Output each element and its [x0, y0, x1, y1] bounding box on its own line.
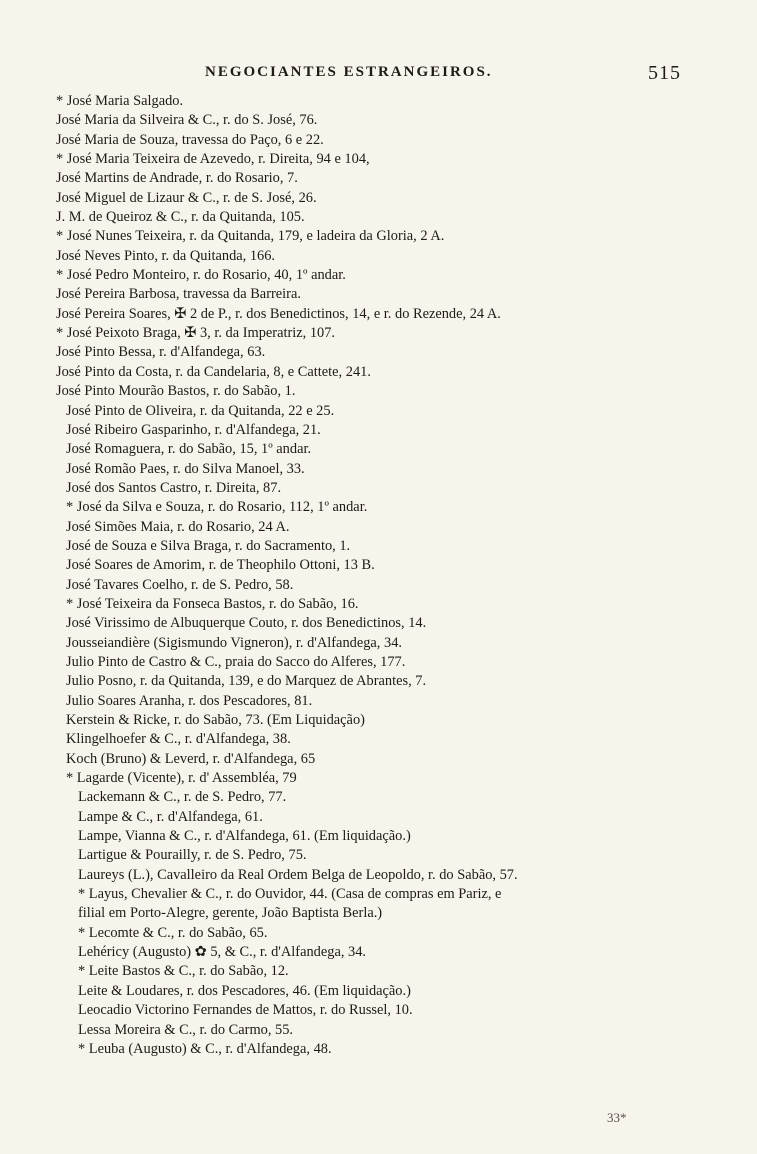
- list-item: José Maria de Souza, travessa do Paço, 6 e 22.: [56, 131, 324, 148]
- list-item: José Ribeiro Gasparinho, r. d'Alfandega, 21.: [66, 421, 321, 438]
- list-item: Laureys (L.), Cavalleiro da Real Ordem Belga de Leopoldo, r. do Sabão, 57.: [78, 866, 518, 883]
- list-item: Klingelhoefer & C., r. d'Alfandega, 38.: [66, 731, 291, 748]
- list-item: José Pinto Bessa, r. d'Alfandega, 63.: [56, 344, 266, 361]
- list-item: Julio Soares Aranha, r. dos Pescadores, 81.: [66, 692, 313, 709]
- list-item: * José Maria Teixeira de Azevedo, r. Direita, 94 e 104,: [56, 151, 370, 168]
- list-item: Julio Pinto de Castro & C., praia do Sacco do Alferes, 177.: [66, 653, 406, 670]
- list-item: * José Teixeira da Fonseca Bastos, r. do Sabão, 16.: [66, 595, 359, 612]
- signature-mark: 33*: [607, 1110, 627, 1125]
- list-item: * José da Silva e Souza, r. do Rosario, 112, 1º andar.: [66, 499, 368, 516]
- list-item: José Pinto de Oliveira, r. da Quitanda, 22 e 25.: [66, 402, 335, 419]
- list-item: Jousseiandière (Sigismundo Vigneron), r. d'Alfandega, 34.: [66, 634, 402, 651]
- list-item: José de Souza e Silva Braga, r. do Sacramento, 1.: [66, 537, 351, 554]
- list-item: * Leite Bastos & C., r. do Sabão, 12.: [78, 963, 289, 980]
- list-item: J. M. de Queiroz & C., r. da Quitanda, 105.: [56, 209, 305, 226]
- list-item: * José Peixoto Braga, ✠ 3, r. da Imperatriz, 107.: [56, 325, 336, 342]
- entry-list: [56, 92, 716, 1059]
- list-item: José Neves Pinto, r. da Quitanda, 166.: [56, 247, 276, 264]
- list-item: José Pinto Mourão Bastos, r. do Sabão, 1.: [56, 383, 296, 400]
- list-item: * José Nunes Teixeira, r. da Quitanda, 179, e ladeira da Gloria, 2 A.: [56, 228, 445, 245]
- list-item: Lartigue & Pourailly, r. de S. Pedro, 75.: [78, 847, 307, 864]
- list-item: José Soares de Amorim, r. de Theophilo Ottoni, 13 B.: [66, 557, 375, 574]
- list-item: Leite & Loudares, r. dos Pescadores, 46. (Em liquidação.): [78, 982, 411, 999]
- list-item: Koch (Bruno) & Leverd, r. d'Alfandega, 65: [66, 750, 316, 767]
- list-item: Leocadio Victorino Fernandes de Mattos, r. do Russel, 10.: [78, 1002, 413, 1019]
- list-item: José Romaguera, r. do Sabão, 15, 1º andar.: [66, 441, 312, 458]
- list-item: José Romão Paes, r. do Silva Manoel, 33.: [66, 460, 305, 477]
- list-item: José Pereira Barbosa, travessa da Barreira.: [56, 286, 301, 303]
- list-item: José Maria da Silveira & C., r. do S. José, 76.: [56, 112, 318, 129]
- list-item: * Layus, Chevalier & C., r. do Ouvidor, 44. (Casa de compras em Pariz, e: [78, 886, 502, 903]
- list-item: Lackemann & C., r. de S. Pedro, 77.: [78, 789, 287, 806]
- list-item: José Simões Maia, r. do Rosario, 24 A.: [66, 518, 290, 535]
- running-head: NEGOCIANTES ESTRANGEIROS.: [205, 64, 493, 80]
- list-item: José Miguel de Lizaur & C., r. de S. José, 26.: [56, 189, 317, 206]
- list-item: Lampe, Vianna & C., r. d'Alfandega, 61. (Em liquidação.): [78, 828, 411, 845]
- list-item: José dos Santos Castro, r. Direita, 87.: [66, 479, 282, 496]
- page-number: 515: [648, 62, 681, 84]
- list-item: * Lagarde (Vicente), r. d' Assembléa, 79: [66, 770, 297, 787]
- list-item: Kerstein & Ricke, r. do Sabão, 73. (Em Liquidação): [66, 712, 365, 728]
- list-item: * José Pedro Monteiro, r. do Rosario, 40, 1º andar.: [56, 267, 346, 284]
- list-item: Lessa Moreira & C., r. do Carmo, 55.: [78, 1021, 294, 1038]
- list-item: * Leuba (Augusto) & C., r. d'Alfandega, 48.: [78, 1040, 332, 1057]
- list-item: filial em Porto-Alegre, gerente, João Baptista Berla.): [78, 905, 383, 922]
- list-item: Julio Posno, r. da Quitanda, 139, e do Marquez de Abrantes, 7.: [66, 673, 427, 690]
- list-item: * Lecomte & C., r. do Sabão, 65.: [78, 924, 268, 941]
- list-item: José Martins de Andrade, r. do Rosario, 7.: [56, 170, 298, 187]
- list-item: José Tavares Coelho, r. de S. Pedro, 58.: [66, 576, 294, 593]
- list-item: Lehéricy (Augusto) ✿ 5, & C., r. d'Alfandega, 34.: [78, 944, 367, 961]
- list-item: José Virissimo de Albuquerque Couto, r. dos Benedictinos, 14.: [66, 615, 427, 632]
- list-item: Lampe & C., r. d'Alfandega, 61.: [78, 808, 263, 825]
- list-item: * José Maria Salgado.: [56, 93, 184, 109]
- list-item: José Pereira Soares, ✠ 2 de P., r. dos Benedictinos, 14, e r. do Rezende, 24 A.: [56, 305, 501, 322]
- list-item: José Pinto da Costa, r. da Candelaria, 8, e Cattete, 241.: [56, 363, 371, 380]
